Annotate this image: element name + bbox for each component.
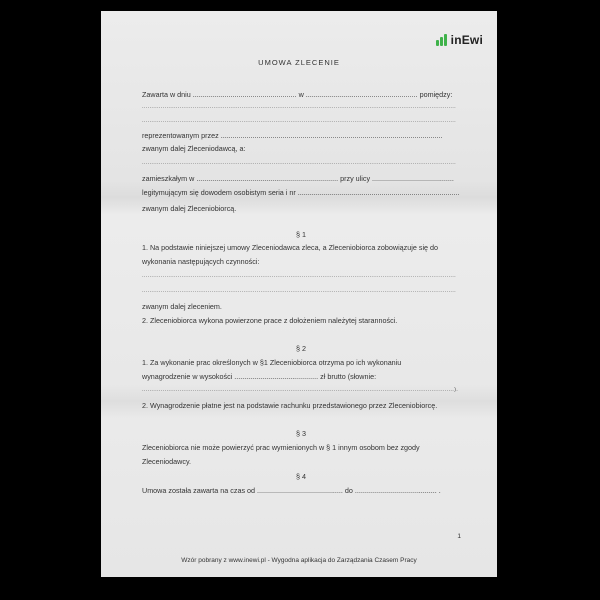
- blank-line: .......................................................................................................................................................................: [142, 273, 456, 279]
- section-4-text: Umowa została zawarta na czas od ........................................... do ......................................... .: [142, 486, 441, 495]
- represented-by-line: reprezentowanym przez ...............................................................................................................: [142, 131, 443, 140]
- section-3-text-cont: Zleceniodawcy.: [142, 457, 192, 466]
- id-card-line: legitymującym się dowodem osobistym seria i nr .................................................................................: [142, 188, 460, 197]
- section-1-point-2: 2. Zleceniobiorca wykona powierzone prace z dołożeniem należytej staranności.: [142, 316, 398, 325]
- brand-logo: [436, 33, 483, 47]
- section-1-point-1-cont: wykonania następujących czynności:: [142, 257, 260, 266]
- blank-line: .......................................................................................................................................................................: [142, 160, 456, 166]
- document-page: [101, 11, 497, 577]
- contractee-definition: zwanym dalej Zleceniobiorcą.: [142, 204, 237, 213]
- section-1-point-1: 1. Na podstawie niniejszej umowy Zleceniodawca zleca, a Zleceniobiorca zobowiązuje się do: [142, 243, 439, 252]
- footer-text: Wzór pobrany z www.inewi.pl - Wygodna aplikacja do Zarządzania Czasem Pracy: [181, 557, 417, 564]
- document-title: UMOWA ZLECENIE: [258, 58, 340, 67]
- section-2-point-2: 2. Wynagrodzenie płatne jest na podstawie rachunku przedstawionego przez Zleceniobiorcę.: [142, 401, 438, 410]
- section-4-heading: § 4: [296, 472, 306, 481]
- bar-chart-icon: [436, 34, 448, 46]
- brand-name: inEwi: [450, 33, 483, 47]
- section-1-heading: § 1: [296, 230, 306, 239]
- section-2-heading: § 2: [296, 344, 306, 353]
- order-definition: zwanym dalej zleceniem.: [142, 302, 222, 311]
- page-number: 1: [457, 533, 461, 540]
- section-2-point-1: 1. Za wykonanie prac określonych w §1 Zleceniobiorca otrzyma po ich wykonaniu: [142, 358, 402, 367]
- blank-line: .......................................................................................................................................................................: [142, 118, 456, 124]
- section-2-point-1-cont: wynagrodzenie w wysokości .......................................... zł brutto (słownie:: [142, 372, 377, 381]
- contractor-definition: zwanym dalej Zleceniodawcą, a:: [142, 144, 246, 153]
- contract-date-line: Zawarta w dniu .................................................... w ........................................................ pomiędzy:: [142, 90, 453, 99]
- section-3-text: Zleceniobiorca nie może powierzyć prac wymienionych w § 1 innym osobom bez zgody: [142, 443, 420, 452]
- blank-line: .......................................................................................................................................................................: [142, 288, 456, 294]
- residence-line: zamieszkałym w ....................................................................... przy ulicy .........................................: [142, 174, 454, 183]
- blank-line: ......................................................................................................................................................................).: [142, 387, 459, 393]
- blank-line: .......................................................................................................................................................................: [142, 104, 456, 110]
- section-3-heading: § 3: [296, 429, 306, 438]
